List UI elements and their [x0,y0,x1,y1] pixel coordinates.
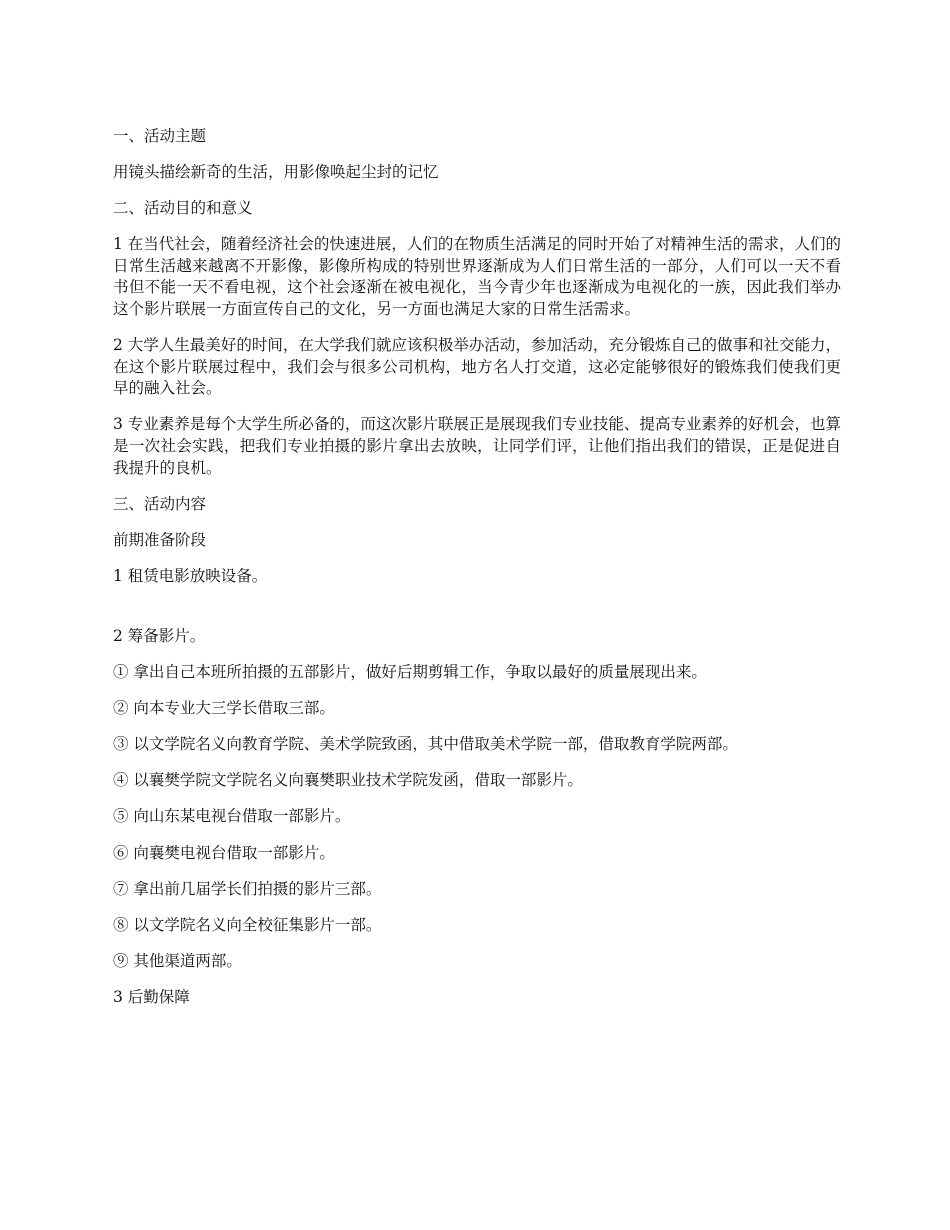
subheading-preparation: 前期准备阶段 [113,530,207,549]
list-item: 1 租赁电影放映设备。 [113,566,268,585]
list-item: ① 拿出自己本班所拍摄的五部影片，做好后期剪辑工作，争取以最好的质量展现出来。 [113,663,707,682]
document-body [113,126,841,1023]
purpose-paragraph-1: 1 在当代社会，随着经济社会的快速进展，人们的在物质生活满足的同时开始了对精神生活的需求，人们的日常生活越来越离不开影像，影像所构成的特别世界逐渐成为人们日常生活的一部分，人们可以一天不看书但不能一天不看电视，这个社会逐渐在被电视化，当今青少年也逐渐成为电视化的一族，因此我们举办这个影片联展一方面宣传自己的文化，另一方面也满足大家的日常生活需求。 [113,235,841,319]
list-item: ② 向本专业大三学长借取三部。 [113,699,335,718]
list-item: ⑦ 拿出前几届学长们拍摄的影片三部。 [113,879,382,898]
list-item: ③ 以文学院名义向教育学院、美术学院致函，其中借取美术学院一部，借取教育学院两部。 [113,735,738,754]
theme-slogan: 用镜头描绘新奇的生活，用影像唤起尘封的记忆 [113,163,439,182]
list-item: ⑥ 向襄樊电视台借取一部影片。 [113,843,335,862]
list-item: ⑧ 以文学院名义向全校征集影片一部。 [113,915,382,934]
blank-line [113,602,841,626]
section-heading-theme: 一、活动主题 [113,127,207,145]
list-item: ⑨ 其他渠道两部。 [113,951,242,970]
subheading-logistics: 3 后勤保障 [113,987,190,1006]
purpose-paragraph-2: 2 大学人生最美好的时间，在大学我们就应该积极举办活动，参加活动，充分锻炼自己的做事和社交能力，在这个影片联展过程中，我们会与很多公司机构，地方名人打交道，这必定能够很好的锻炼我们使我们更早的融入社会。 [113,336,841,398]
list-item: ④ 以襄樊学院文学院名义向襄樊职业技术学院发函，借取一部影片。 [113,771,583,790]
list-item: 2 筹备影片。 [113,627,206,645]
section-heading-content: 三、活动内容 [113,494,207,513]
section-heading-purpose: 二、活动目的和意义 [113,199,253,218]
purpose-paragraph-3: 3 专业素养是每个大学生所必备的，而这次影片联展正是展现我们专业技能、提高专业素养的好机会，也算是一次社会实践，把我们专业拍摄的影片拿出去放映，让同学们评，让他们指出我们的错误，正是促进自我提升的良机。 [113,415,841,477]
list-item: ⑤ 向山东某电视台借取一部影片。 [113,807,351,826]
